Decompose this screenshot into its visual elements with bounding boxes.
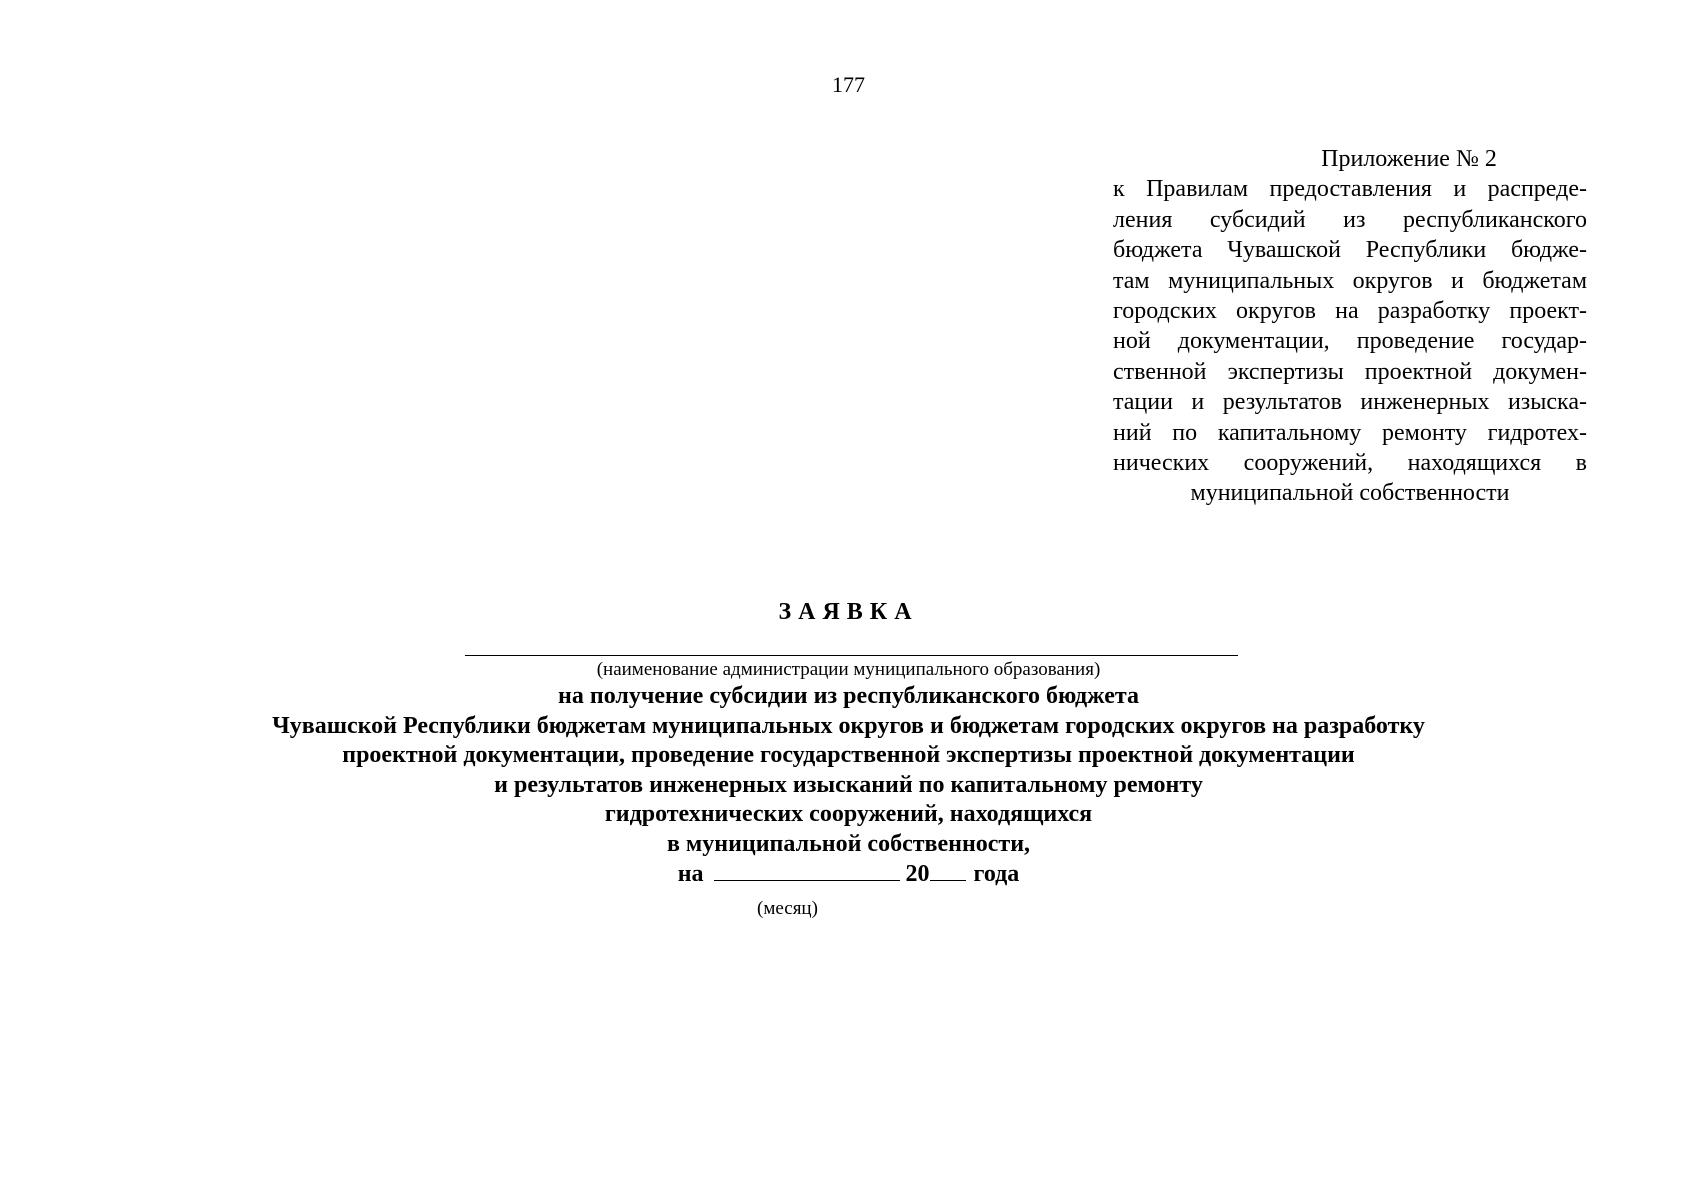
form-line: проектной документации, проведение государственной экспертизы проектной документации: [342, 742, 1355, 769]
appendix-title: Приложение № 2: [1321, 146, 1497, 172]
form-line: в муниципальной собственности,: [666, 830, 1031, 857]
org-name-fill-line[interactable]: [465, 655, 1238, 656]
month-caption: (месяц): [757, 898, 818, 919]
form-title: ЗАЯВКА: [778, 599, 919, 625]
date-suffix: года: [973, 860, 1020, 887]
page-number: 177: [832, 72, 865, 97]
appendix-last-line: муниципальной собственности: [1190, 480, 1510, 507]
appendix-block: [1113, 144, 1587, 509]
month-fill-line[interactable]: [714, 860, 900, 881]
date-line: [0, 860, 1697, 890]
appendix-line: бюджета Чувашской Республики бюдже-: [1113, 237, 1587, 264]
form-body: [0, 682, 1697, 889]
appendix-line: ний по капитальному ремонту гидротех-: [1113, 419, 1587, 446]
form-line: на получение субсидии из республиканского бюджета: [558, 683, 1139, 709]
form-line: гидротехнических сооружений, находящихся: [604, 801, 1093, 828]
appendix-line: ления субсидий из республиканского: [1113, 206, 1587, 233]
appendix-line: тации и результатов инженерных изыска-: [1113, 389, 1587, 416]
date-prefix: на: [677, 860, 704, 887]
appendix-line: городских округов на разработку проект-: [1113, 298, 1587, 325]
appendix-line: к Правилам предоставления и распреде-: [1113, 176, 1587, 203]
form-line: Чувашской Республики бюджетам муниципальных округов и бюджетам городских округов на разработку: [272, 712, 1425, 739]
appendix-line: ственной экспертизы проектной докумен-: [1113, 358, 1587, 385]
org-name-caption: (наименование администрации муниципального образования): [596, 659, 1101, 680]
appendix-line: ной документации, проведение государ-: [1113, 328, 1587, 355]
appendix-line: нических сооружений, находящихся в: [1113, 450, 1587, 477]
appendix-line: там муниципальных округов и бюджетам: [1113, 267, 1587, 294]
form-line: и результатов инженерных изысканий по капитальному ремонту: [494, 771, 1203, 798]
year-fill-line[interactable]: [930, 860, 966, 881]
year-prefix: 20: [905, 860, 930, 887]
